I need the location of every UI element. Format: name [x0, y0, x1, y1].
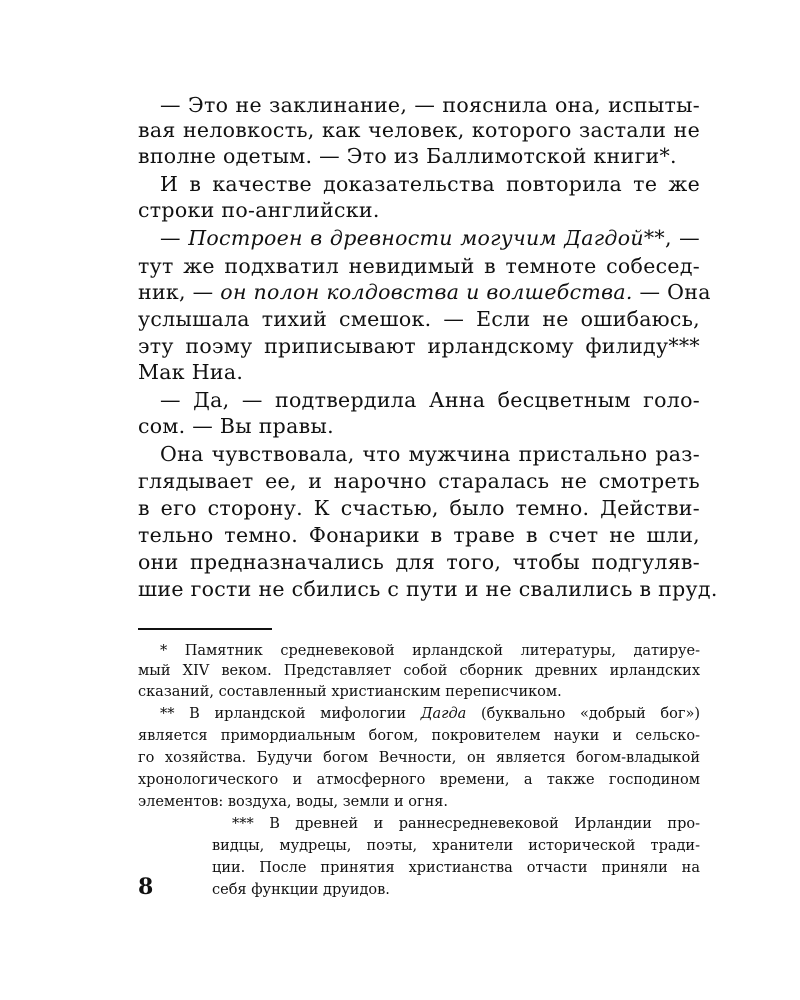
italic-text: он полон колдовства и волшебства. [220, 280, 633, 304]
text-line: ник, — он полон колдовства и волшебства. — Она [138, 280, 711, 304]
text-line: эту поэму приписывают ирландскому филиду*** [138, 334, 700, 358]
text-line: в его сторону. К счастью, было темно. Действи- [138, 496, 700, 520]
text-line: вая неловкость, как человек, которого застали не [138, 118, 700, 142]
footnote-line: видцы, мудрецы, поэты, хранители исторической тради- [212, 838, 700, 854]
text-line: И в качестве доказательства повторила те же [160, 172, 700, 196]
footnote-line: элементов: воздуха, воды, земли и огня. [138, 794, 449, 810]
footnote-line: мый XIV веком. Представляет собой сборник древних ирландских [138, 663, 700, 679]
footnote-divider [138, 628, 272, 630]
text-line: тельно темно. Фонарики в траве в счет не шли, [138, 523, 700, 547]
italic-text: Построен в древности могучим Дагдой [188, 226, 644, 250]
text-line: — Это не заклинание, — пояснила она, испыты- [160, 93, 700, 117]
text-line: вполне одетым. — Это из Баллимотской книги*. [138, 144, 677, 168]
text-line: Мак Ниа. [138, 360, 244, 384]
footnote-line: хронологического и атмосферного времени, а также господином [138, 772, 700, 788]
text-line: глядывает ее, и нарочно старалась не смотреть [138, 469, 700, 493]
text-line: — Да, — подтвердила Анна бесцветным голо- [160, 388, 700, 412]
text-line: Она чувствовала, что мужчина пристально раз- [160, 442, 700, 466]
footnote-line: го хозяйства. Будучи богом Вечности, он является богом-владыкой [138, 750, 700, 766]
text-line: сом. — Вы правы. [138, 414, 334, 438]
italic-text: Дагда [420, 706, 467, 722]
footnote-line: себя функции друидов. [212, 882, 390, 898]
text-line: строки по-английски. [138, 198, 380, 222]
footnote-line: сказаний, составленный христианским переписчиком. [138, 684, 562, 700]
page-number: 8 [138, 874, 154, 900]
footnote-line: является примордиальным богом, покровителем науки и сельско- [138, 728, 700, 744]
footnote-line: *** В древней и раннесредневековой Ирландии про- [232, 816, 700, 832]
text-line: шие гости не сбились с пути и не свалились в пруд. [138, 577, 718, 601]
text-line: — Построен в древности могучим Дагдой**, — [160, 226, 700, 250]
text-line: услышала тихий смешок. — Если не ошибаюсь, [138, 307, 700, 331]
footnote-line: ции. После принятия христианства отчасти приняли на [212, 860, 700, 876]
footnote-line: ** В ирландской мифологии Дагда (буквально «добрый бог») [160, 706, 700, 722]
text-line: они предназначались для того, чтобы подгуляв- [138, 550, 700, 574]
text-line: тут же подхватил невидимый в темноте собесед- [138, 254, 700, 278]
footnote-line: * Памятник средневековой ирландской литературы, датируе- [160, 643, 700, 659]
